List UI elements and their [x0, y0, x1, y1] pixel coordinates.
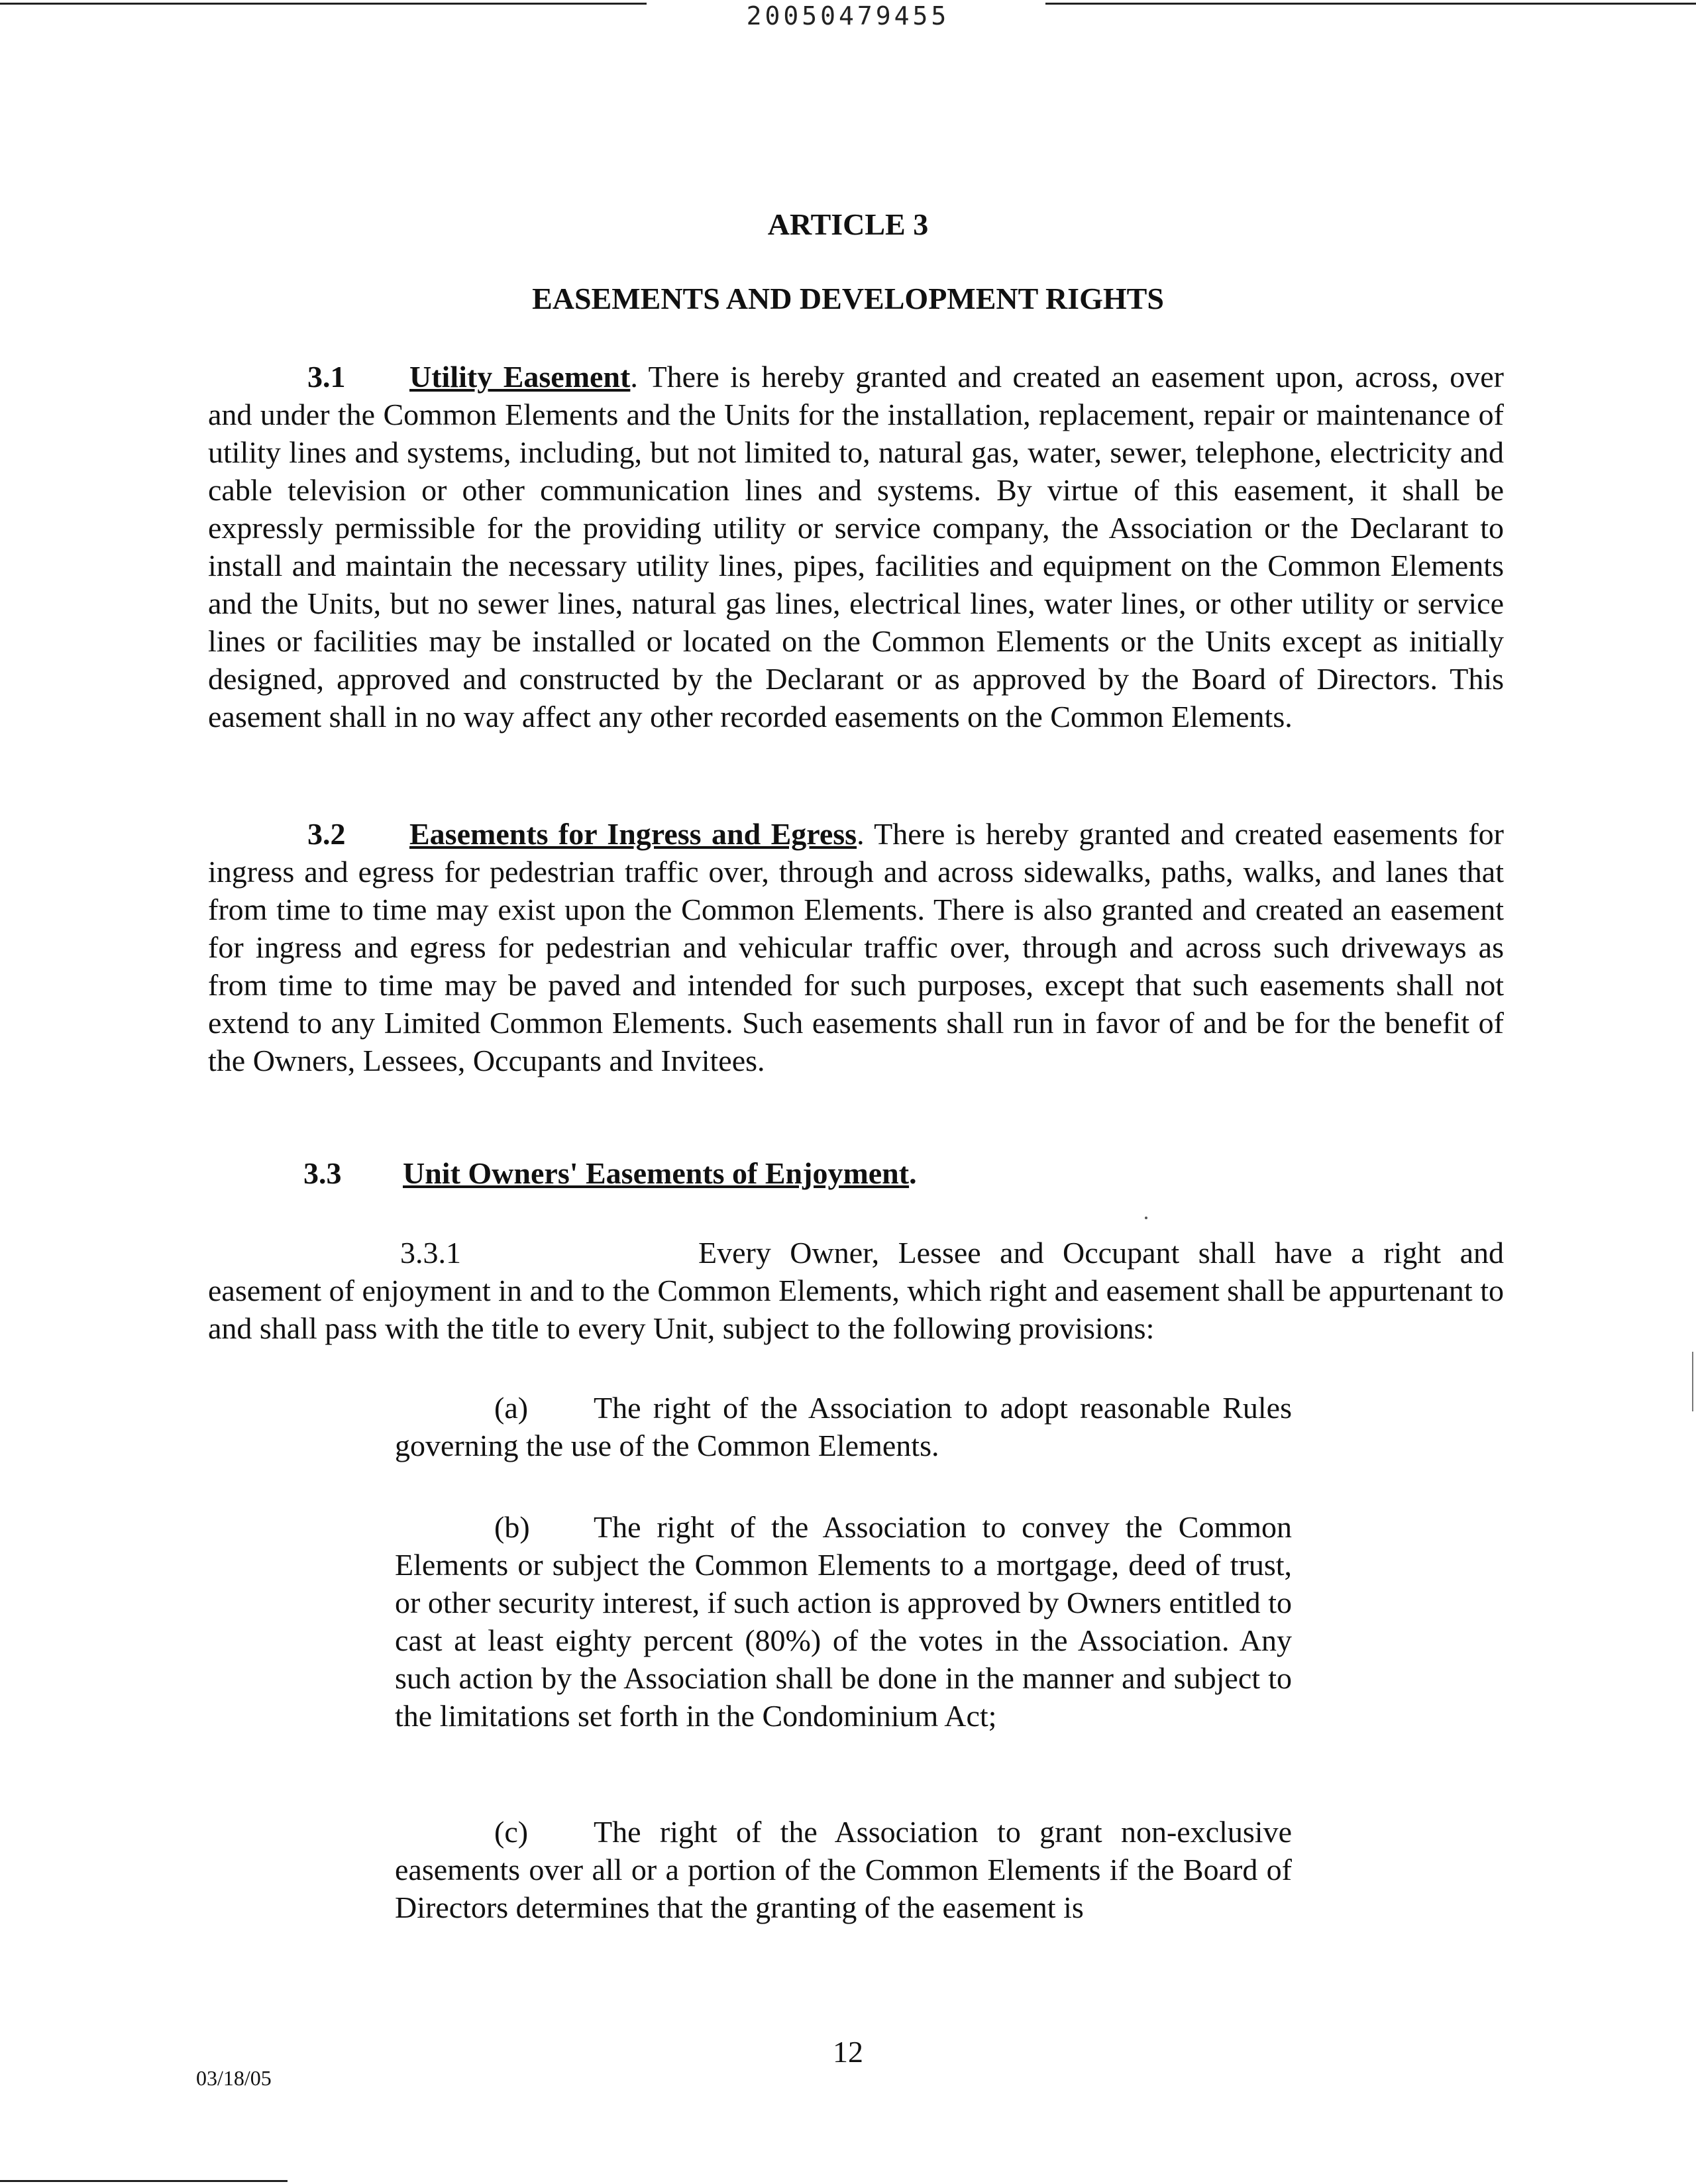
section-heading: Easements for Ingress and Egress: [409, 817, 857, 851]
section-body: . There is hereby granted and created easements for ingress and egress for pedestrian traffic over, through and across sidewalks, paths, walks, and lanes that from time to time may exist upon the Common Elements. There is also granted and created an easement for ingress and egress for pedestrian and vehicular traffic over, through and across such driveways as from time to time may be paved and intended for such purposes, except that such easements shall not extend to any Limited Common Elements. Such easements shall run in favor of and be for the benefit of the Owners, Lessees, Occupants and Invitees.: [208, 817, 1504, 1077]
provision-text: The right of the Association to grant non-exclusive easements over all or a portion of the Common Elements if the Board of Directors determines that the granting of the easement is: [395, 1815, 1292, 1924]
section-heading-period: .: [909, 1156, 917, 1190]
section-number: 3.1: [307, 360, 346, 394]
section-number: 3.2: [307, 817, 346, 851]
article-title: ARTICLE 3: [767, 207, 929, 241]
article-subtitle: EASEMENTS AND DEVELOPMENT RIGHTS: [532, 282, 1164, 315]
provision-b: [395, 1508, 1292, 1735]
section-number: 3.3: [303, 1156, 342, 1190]
section-body: Every Owner, Lessee and Occupant shall have a right and easement of enjoyment in and to the Common Elements, which right and easement shall be appurtenant to and shall pass with the title to every Unit, subject to the following provisions:: [208, 1236, 1504, 1345]
provision-label: (a): [494, 1391, 529, 1425]
section-body: . There is hereby granted and created an easement upon, across, over and under the Common Elements and the Units for the installation, replacement, repair or maintenance of utility lines and systems, including, but not limited to, natural gas, water, sewer, telephone, electricity and cable television or other communication lines and systems. By virtue of this easement, it shall be expressly permissible for the providing utility or service company, the Association or the Declarant to install and maintain the necessary utility lines, pipes, facilities and equipment on the Common Elements and the Units, but no sewer lines, natural gas lines, electrical lines, water lines, or other utility or service lines or facilities may be installed or located on the Common Elements or the Units except as initially designed, approved and constructed by the Declarant or as approved by the Board of Directors. This easement shall in no way affect any other recorded easements on the Common Elements.: [208, 360, 1504, 734]
scan-speck: [1145, 1217, 1147, 1219]
provision-label: (c): [494, 1815, 529, 1849]
section-heading: Utility Easement: [409, 360, 631, 394]
section-heading: Unit Owners' Easements of Enjoyment: [403, 1156, 910, 1190]
provision-a: [395, 1389, 1292, 1464]
footer-date: 03/18/05: [196, 2066, 272, 2090]
page-number: 12: [833, 2035, 863, 2069]
provision-c: [395, 1813, 1292, 1926]
section-3-3-heading: [303, 1156, 917, 1191]
section-3-3-1: [208, 1234, 1504, 1347]
section-3-2: [208, 815, 1504, 1079]
section-number: 3.3.1: [400, 1236, 461, 1270]
document-number: 20050479455: [746, 1, 950, 30]
section-3-1: [208, 358, 1504, 736]
provision-text: The right of the Association to convey the Common Elements or subject the Common Elements to a mortgage, deed of trust, or other security interest, if such action is approved by Owners entitled to cast at least eighty percent (80%) of the votes in the Association. Any such action by the Association shall be done in the manner and subject to the limitations set forth in the Condominium Act;: [395, 1510, 1292, 1733]
bottom-border-rule: [0, 2180, 288, 2182]
scan-edge-mark: [1692, 1352, 1693, 1411]
provision-label: (b): [494, 1510, 530, 1544]
provision-text: The right of the Association to adopt reasonable Rules governing the use of the Common Elements.: [395, 1391, 1292, 1462]
